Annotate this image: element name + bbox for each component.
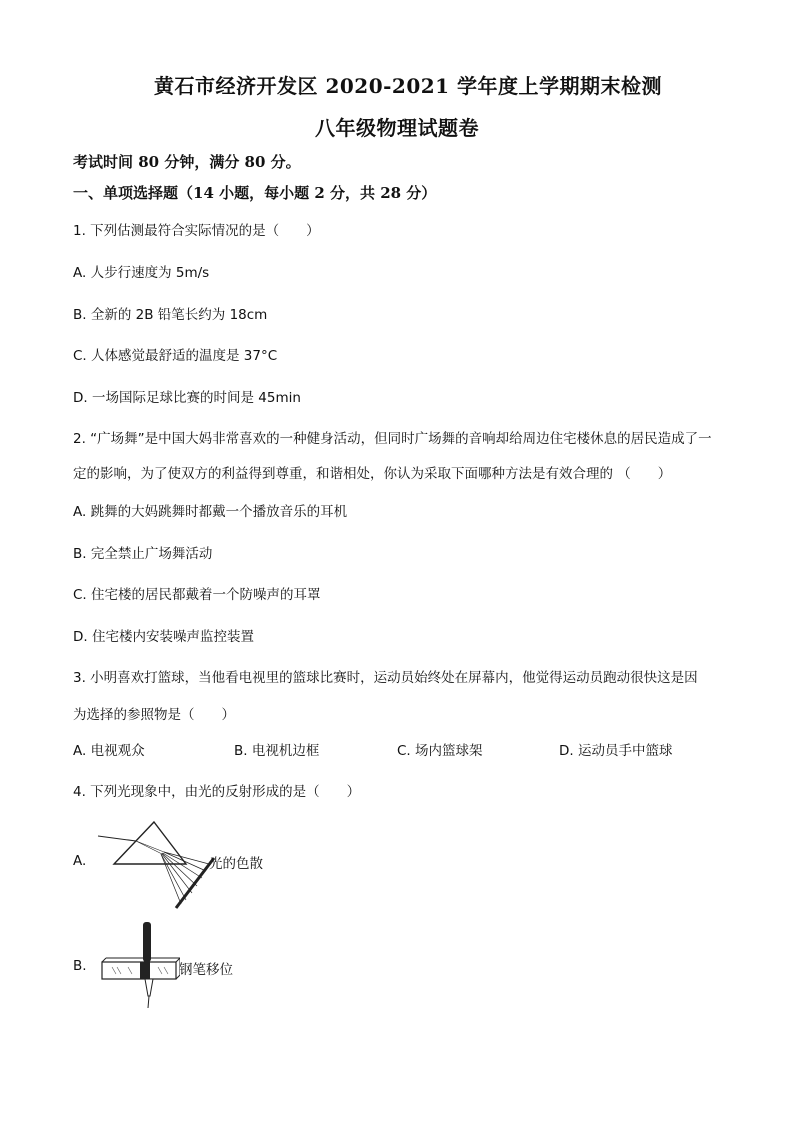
option-c: C. 人体感觉最舒适的温度是 37°C: [73, 348, 278, 364]
option-d: D. 一场国际足球比赛的时间是 45min: [73, 390, 301, 406]
option-a: A. 跳舞的大妈跳舞时都戴一个播放音乐的耳机: [73, 504, 348, 520]
exam-title: 黄石市经济开发区 2020-2021 学年度上学期期末检测: [154, 74, 663, 98]
question-stem-continued: 定的影响，为了使双方的利益得到尊重，和谐相处，你认为采取下面哪种方法是有效合理的 （ ）: [73, 466, 672, 482]
option-b: B. 电视机边框: [234, 743, 320, 759]
question-stem: 3. 小明喜欢打篮球，当他看电视里的篮球比赛时，运动员始终处在屏幕内，他觉得运动员跑动很快这是因: [73, 670, 698, 686]
option-d: D. 运动员手中篮球: [559, 743, 673, 759]
prism-dispersion-figure: [96, 814, 226, 910]
option-a: A. 人步行速度为 5m/s: [73, 265, 210, 281]
question-stem-continued: 为选择的参照物是（ ）: [73, 707, 235, 723]
option-a: A.: [73, 853, 87, 869]
option-b: B. 全新的 2B 铅笔长约为 18cm: [73, 307, 268, 323]
figure-caption: 光的色散: [209, 856, 263, 872]
option-a: A. 电视观众: [73, 743, 145, 759]
section-heading: 一、单项选择题（14 小题，每小题 2 分，共 28 分）: [73, 184, 437, 202]
figure-caption: 钢笔移位: [179, 962, 233, 978]
exam-info: 考试时间 80 分钟，满分 80 分。: [73, 153, 301, 171]
question-stem: 2. “广场舞”是中国大妈非常喜欢的一种健身活动，但同时广场舞的音响却给周边住宅楼休息的居民造成了一: [73, 431, 712, 447]
option-c: C. 场内篮球架: [397, 743, 483, 759]
question-stem: 1. 下列估测最符合实际情况的是（ ）: [73, 223, 320, 239]
question-stem: 4. 下列光现象中，由光的反射形成的是（ ）: [73, 784, 361, 800]
pen-in-glass-figure: [98, 920, 180, 1012]
option-c: C. 住宅楼的居民都戴着一个防噪声的耳罩: [73, 587, 321, 603]
option-d: D. 住宅楼内安装噪声监控装置: [73, 629, 254, 645]
option-b: B.: [73, 958, 87, 974]
option-b: B. 完全禁止广场舞活动: [73, 546, 213, 562]
exam-subtitle: 八年级物理试题卷: [315, 116, 479, 140]
